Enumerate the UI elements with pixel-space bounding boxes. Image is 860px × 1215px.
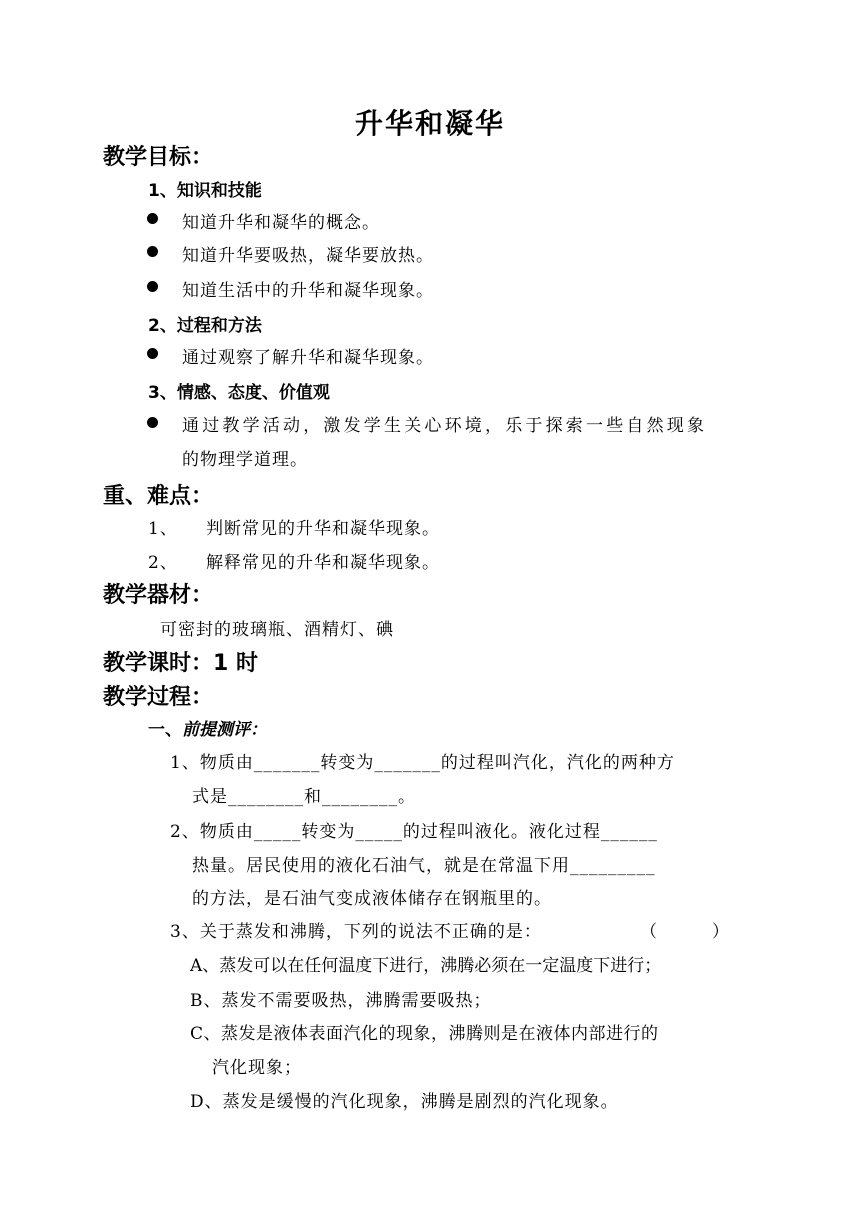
question-2-line: 的方法，是石油气变成液体储存在钢瓶里的。 (192, 889, 552, 909)
question-2-line: 2、物质由_____转变为_____的过程叫液化。液化过程______ (170, 822, 658, 842)
objectives-sub1-heading: 1、知识和技能 (148, 181, 262, 201)
equipment-heading: 教学器材： (103, 583, 214, 608)
objective-item: 通过教学活动，激发学生关心环境，乐于探索一些自然现象 (182, 416, 708, 436)
hours-heading: 教学课时：1 时 (103, 651, 258, 676)
objective-item: 通过观察了解升华和凝华现象。 (182, 348, 434, 368)
equipment-text: 可密封的玻璃瓶、酒精灯、碘 (160, 620, 394, 640)
objective-item: 知道生活中的升华和凝华现象。 (182, 281, 434, 301)
process-sub-number: 一、 (148, 720, 182, 740)
bullet-icon (147, 348, 158, 359)
objective-item-continuation: 的物理学道理。 (182, 450, 308, 470)
option-d: D、蒸发是缓慢的汽化现象，沸腾是剧烈的汽化现象。 (190, 1092, 619, 1112)
keypoint-number: 1、 (148, 519, 178, 539)
question-3-stem: 3、关于蒸发和沸腾，下列的说法不正确的是： (170, 922, 542, 942)
option-a: A、蒸发可以在任何温度下进行，沸腾必须在一定温度下进行； (190, 956, 662, 976)
document-title: 升华和凝华 (354, 107, 505, 140)
objective-item: 知道升华和凝华的概念。 (182, 213, 380, 233)
question-1-line: 式是________和________。 (192, 787, 416, 807)
answer-blank: （ ） (640, 922, 730, 942)
keypoints-heading: 重、难点： (103, 484, 214, 509)
option-c: C、蒸发是液体表面汽化的现象，沸腾则是在液体内部进行的 (190, 1024, 659, 1044)
keypoint-text: 判断常见的升华和凝华现象。 (206, 519, 440, 539)
keypoint-number: 2、 (148, 553, 178, 573)
objectives-sub3-heading: 3、情感、态度、价值观 (148, 383, 330, 403)
process-sub-heading (148, 715, 267, 740)
bullet-icon (147, 246, 158, 257)
objectives-sub2-heading: 2、过程和方法 (148, 316, 262, 336)
bullet-icon (147, 417, 158, 428)
option-b: B、蒸发不需要吸热，沸腾需要吸热； (190, 991, 492, 1011)
keypoint-text: 解释常见的升华和凝华现象。 (206, 553, 440, 573)
process-sub-label: 前提测评： (182, 720, 267, 740)
option-c-continuation: 汽化现象； (212, 1058, 302, 1078)
bullet-icon (147, 281, 158, 292)
question-2-line: 热量。居民使用的液化石油气，就是在常温下用_________ (192, 856, 656, 876)
objectives-heading: 教学目标： (103, 145, 214, 170)
question-1-line: 1、物质由_______转变为_______的过程叫汽化，汽化的两种方 (170, 753, 675, 773)
bullet-icon (147, 213, 158, 224)
process-heading: 教学过程： (103, 685, 214, 710)
objective-item: 知道升华要吸热，凝华要放热。 (182, 246, 434, 266)
